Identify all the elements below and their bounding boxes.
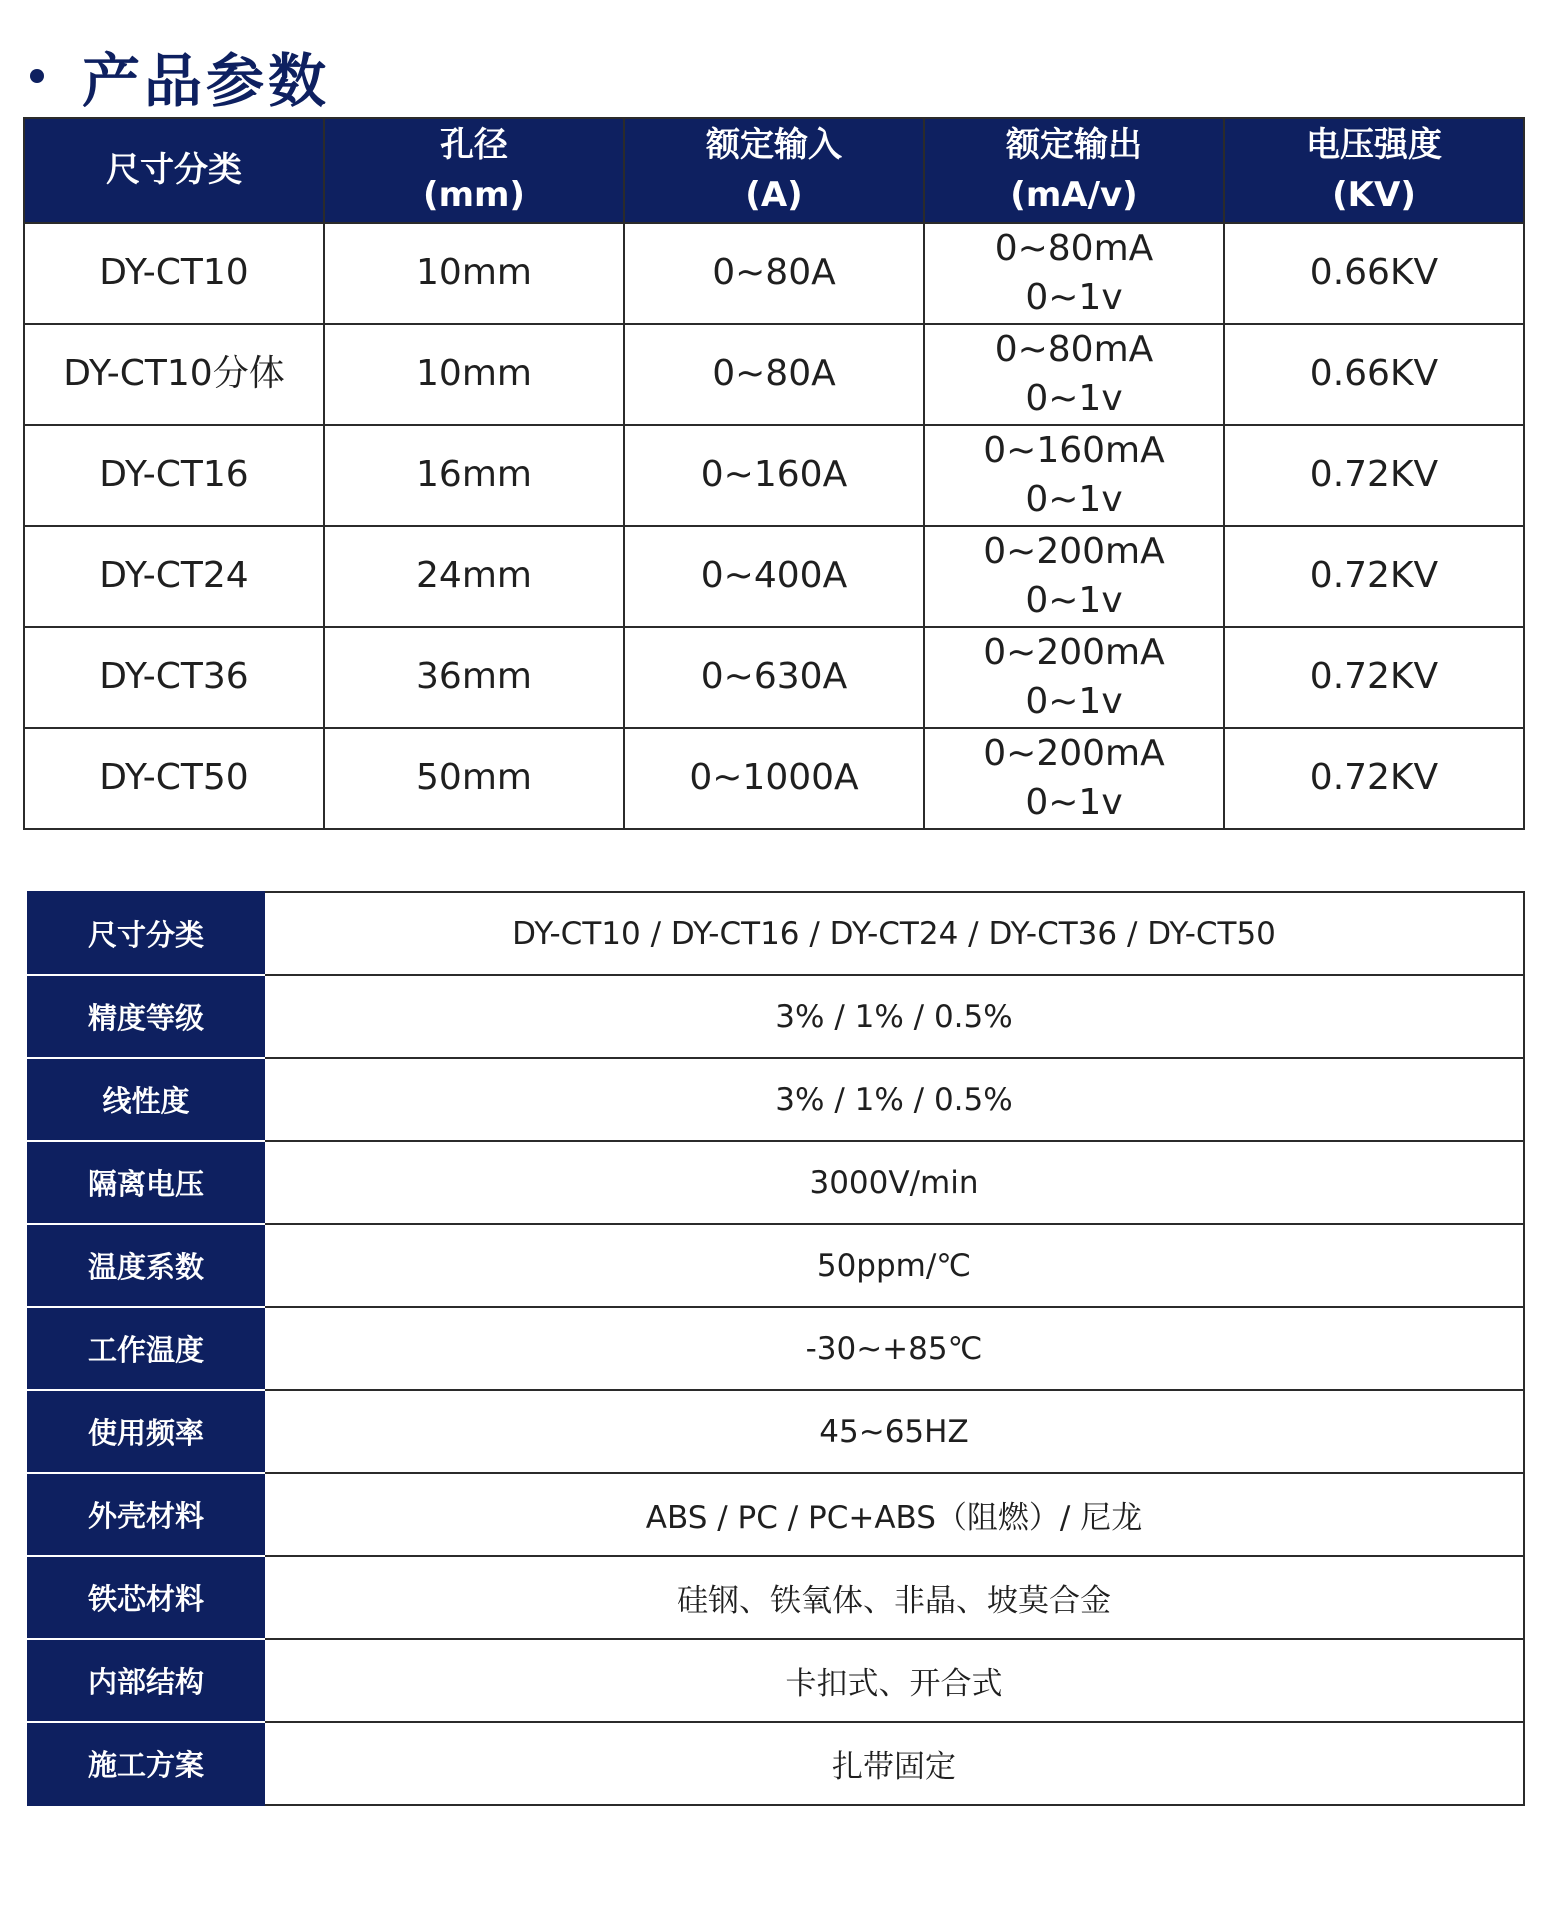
table-row bbox=[28, 1390, 1524, 1473]
cell-output-text: 0~80mA bbox=[994, 227, 1154, 269]
property-value: 3% / 1% / 0.5% bbox=[264, 1058, 1524, 1141]
cell-model bbox=[24, 627, 324, 728]
table-row bbox=[24, 324, 1524, 425]
cell-voltage bbox=[1224, 223, 1524, 324]
cell-output-text: 0~1v bbox=[1025, 276, 1123, 318]
cell-output bbox=[924, 324, 1224, 425]
section-title: 产品参数 bbox=[82, 47, 331, 115]
table-row bbox=[24, 526, 1524, 627]
header-input-unit: (A) bbox=[745, 174, 803, 215]
table-row bbox=[28, 892, 1524, 975]
property-table bbox=[27, 891, 1525, 1806]
property-label: 线性度 bbox=[28, 1058, 264, 1141]
table-row bbox=[28, 1058, 1524, 1141]
cell-bore bbox=[324, 526, 624, 627]
cell-bore bbox=[324, 324, 624, 425]
table-row bbox=[28, 1307, 1524, 1390]
cell-input bbox=[624, 223, 924, 324]
header-bore bbox=[324, 118, 624, 223]
header-voltage-label: 电压强度 bbox=[1306, 125, 1442, 166]
header-input bbox=[624, 118, 924, 223]
section-heading bbox=[20, 36, 330, 116]
cell-model bbox=[24, 526, 324, 627]
cell-output bbox=[924, 425, 1224, 526]
cell-input-text: 0~80A bbox=[712, 252, 836, 294]
cell-voltage bbox=[1224, 324, 1524, 425]
cell-model bbox=[24, 425, 324, 526]
header-bore-unit: (mm) bbox=[423, 174, 525, 215]
cell-model-text: DY-CT36 bbox=[99, 656, 249, 698]
property-value: 50ppm/℃ bbox=[264, 1224, 1524, 1307]
property-label: 温度系数 bbox=[28, 1224, 264, 1307]
cell-model bbox=[24, 728, 324, 829]
property-value: 扎带固定 bbox=[264, 1722, 1524, 1805]
cell-output-text: 0~1v bbox=[1025, 377, 1123, 419]
property-label: 施工方案 bbox=[28, 1722, 264, 1805]
cell-model-text: DY-CT10 bbox=[99, 252, 249, 294]
property-label: 铁芯材料 bbox=[28, 1556, 264, 1639]
property-value: 卡扣式、开合式 bbox=[264, 1639, 1524, 1722]
cell-voltage-text: 0.66KV bbox=[1309, 353, 1439, 395]
cell-output-text: 0~160mA bbox=[983, 429, 1165, 471]
header-model-label: 尺寸分类 bbox=[106, 149, 242, 190]
cell-model bbox=[24, 223, 324, 324]
cell-output-text: 0~1v bbox=[1025, 579, 1123, 621]
table-row bbox=[28, 1141, 1524, 1224]
cell-output-text: 0~200mA bbox=[983, 631, 1165, 673]
table-row bbox=[24, 223, 1524, 324]
property-label: 精度等级 bbox=[28, 975, 264, 1058]
cell-bore-text: 24mm bbox=[416, 555, 532, 597]
cell-bore bbox=[324, 728, 624, 829]
property-label: 尺寸分类 bbox=[28, 892, 264, 975]
cell-voltage-text: 0.72KV bbox=[1309, 555, 1439, 597]
property-value: 硅钢、铁氧体、非晶、坡莫合金 bbox=[264, 1556, 1524, 1639]
cell-input bbox=[624, 728, 924, 829]
cell-voltage bbox=[1224, 526, 1524, 627]
cell-model bbox=[24, 324, 324, 425]
property-value: ABS / PC / PC+ABS（阻燃）/ 尼龙 bbox=[264, 1473, 1524, 1556]
cell-input-text: 0~160A bbox=[700, 454, 848, 496]
cell-bore-text: 10mm bbox=[416, 252, 532, 294]
cell-output-text: 0~1v bbox=[1025, 478, 1123, 520]
cell-bore bbox=[324, 627, 624, 728]
spec-table-header-row bbox=[24, 118, 1524, 223]
cell-bore-text: 36mm bbox=[416, 656, 532, 698]
property-value: 45~65HZ bbox=[264, 1390, 1524, 1473]
table-row bbox=[28, 1473, 1524, 1556]
cell-voltage bbox=[1224, 627, 1524, 728]
property-label: 隔离电压 bbox=[28, 1141, 264, 1224]
cell-output-text: 0~200mA bbox=[983, 732, 1165, 774]
cell-bore-text: 16mm bbox=[416, 454, 532, 496]
cell-bore bbox=[324, 223, 624, 324]
header-input-label: 额定输入 bbox=[706, 125, 842, 166]
table-row bbox=[24, 728, 1524, 829]
header-output bbox=[924, 118, 1224, 223]
property-label: 工作温度 bbox=[28, 1307, 264, 1390]
property-label: 外壳材料 bbox=[28, 1473, 264, 1556]
table-row bbox=[28, 1224, 1524, 1307]
table-row bbox=[28, 1639, 1524, 1722]
property-value: 3000V/min bbox=[264, 1141, 1524, 1224]
cell-model-text: DY-CT50 bbox=[99, 757, 249, 799]
header-model bbox=[24, 118, 324, 223]
cell-bore bbox=[324, 425, 624, 526]
cell-input bbox=[624, 526, 924, 627]
cell-input-text: 0~80A bbox=[712, 353, 836, 395]
table-row bbox=[24, 627, 1524, 728]
cell-input-text: 0~1000A bbox=[689, 757, 859, 799]
cell-voltage bbox=[1224, 425, 1524, 526]
cell-voltage bbox=[1224, 728, 1524, 829]
table-row bbox=[24, 425, 1524, 526]
cell-input-text: 0~630A bbox=[700, 656, 848, 698]
header-bore-label: 孔径 bbox=[440, 125, 508, 166]
cell-output bbox=[924, 627, 1224, 728]
cell-voltage-text: 0.66KV bbox=[1309, 252, 1439, 294]
table-row bbox=[28, 975, 1524, 1058]
table-row bbox=[28, 1722, 1524, 1805]
header-voltage bbox=[1224, 118, 1524, 223]
cell-voltage-text: 0.72KV bbox=[1309, 454, 1439, 496]
cell-model-text: DY-CT24 bbox=[99, 555, 249, 597]
cell-output-text: 0~1v bbox=[1025, 781, 1123, 823]
cell-model-text: DY-CT16 bbox=[99, 454, 249, 496]
bullet-dot-icon bbox=[30, 69, 44, 83]
cell-output-text: 0~1v bbox=[1025, 680, 1123, 722]
table-row bbox=[28, 1556, 1524, 1639]
cell-input-text: 0~400A bbox=[700, 555, 848, 597]
property-label: 使用频率 bbox=[28, 1390, 264, 1473]
cell-voltage-text: 0.72KV bbox=[1309, 656, 1439, 698]
property-label: 内部结构 bbox=[28, 1639, 264, 1722]
cell-input bbox=[624, 324, 924, 425]
cell-voltage-text: 0.72KV bbox=[1309, 757, 1439, 799]
property-value: 3% / 1% / 0.5% bbox=[264, 975, 1524, 1058]
property-value: -30~+85℃ bbox=[264, 1307, 1524, 1390]
cell-output bbox=[924, 728, 1224, 829]
cell-output-text: 0~200mA bbox=[983, 530, 1165, 572]
header-voltage-unit: (KV) bbox=[1332, 174, 1416, 215]
cell-model-text: DY-CT10分体 bbox=[63, 353, 285, 395]
cell-output bbox=[924, 526, 1224, 627]
spec-table bbox=[23, 117, 1525, 830]
cell-bore-text: 10mm bbox=[416, 353, 532, 395]
cell-input bbox=[624, 425, 924, 526]
header-output-unit: (mA/v) bbox=[1010, 174, 1138, 215]
property-value: DY-CT10 / DY-CT16 / DY-CT24 / DY-CT36 / DY-CT50 bbox=[264, 892, 1524, 975]
cell-bore-text: 50mm bbox=[416, 757, 532, 799]
header-output-label: 额定输出 bbox=[1006, 125, 1142, 166]
cell-output bbox=[924, 223, 1224, 324]
cell-output-text: 0~80mA bbox=[994, 328, 1154, 370]
cell-input bbox=[624, 627, 924, 728]
